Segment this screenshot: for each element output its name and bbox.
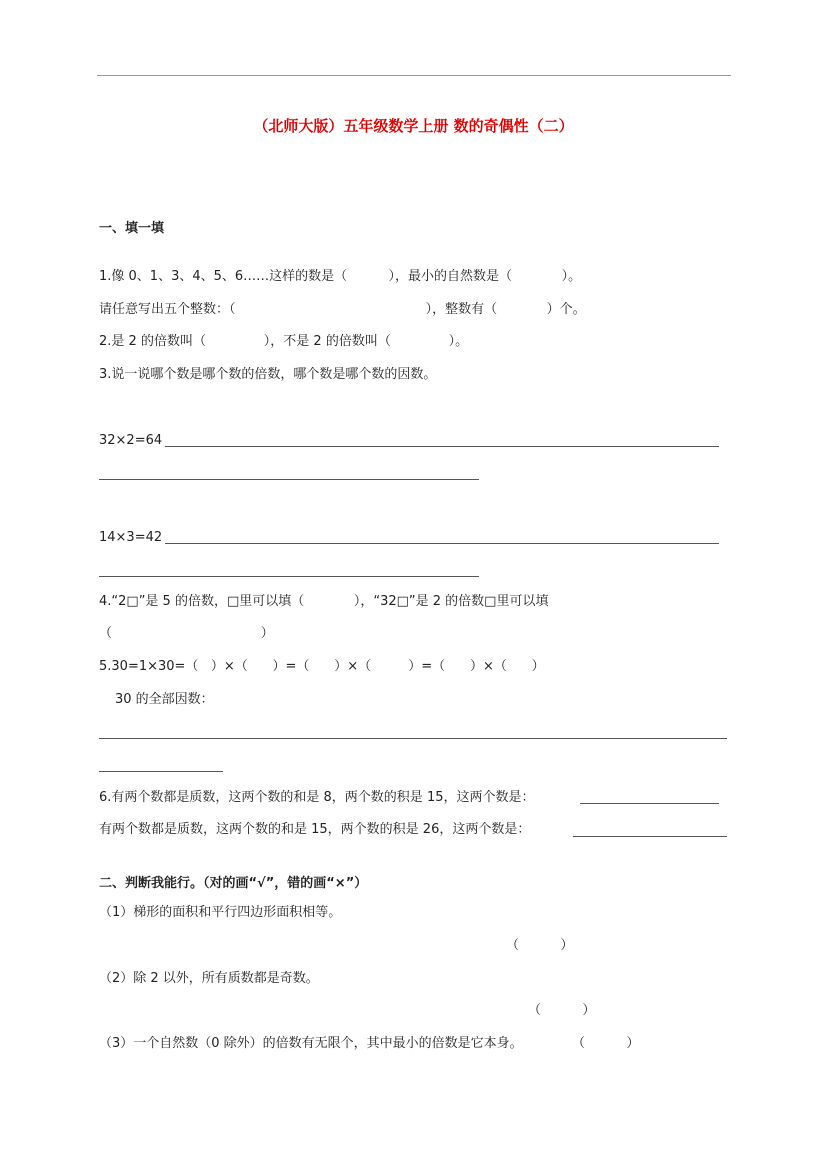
section2-heading: 二、判断我能行。（对的画“√”，错的画“×”）	[99, 876, 368, 891]
question-5b: 30 的全部因数：	[115, 692, 214, 707]
page-title: （北师大版）五年级数学上册 数的奇偶性（二）	[253, 117, 574, 135]
answer-line	[99, 576, 479, 577]
judge-item-2: （2）除 2 以外，所有质数都是奇数。	[99, 971, 319, 986]
question-6b: 有两个数都是质数，这两个数的和是 15，两个数的积是 26，这两个数是：	[99, 822, 531, 837]
section1-heading: 一、填一填	[99, 221, 165, 236]
answer-line	[573, 836, 727, 837]
answer-line	[580, 803, 719, 804]
judge-item-3: （3）一个自然数（0 除外）的倍数有无限个，其中最小的倍数是它本身。	[99, 1036, 523, 1051]
question-3: 3.说一说哪个数是哪个数的倍数，哪个数是哪个数的因数。	[99, 367, 437, 382]
judge-answer-1: （ ）	[506, 938, 574, 953]
question-2: 2.是 2 的倍数叫（ ），不是 2 的倍数叫（ ）。	[99, 334, 469, 349]
answer-line	[99, 771, 223, 772]
question-4a: 4.“2□”是 5 的倍数，□里可以填（ ），“32□”是 2 的倍数□里可以填	[99, 594, 549, 609]
answer-line	[165, 446, 719, 447]
equation-2: 14×3=42	[99, 530, 163, 545]
header-rule	[97, 75, 731, 76]
judge-answer-3: （ ）	[572, 1036, 640, 1051]
question-1b: 请任意写出五个整数：（ ），整数有（ ）个。	[99, 302, 586, 317]
judge-answer-2: （ ）	[528, 1003, 596, 1018]
equation-1: 32×2=64	[99, 433, 163, 448]
question-4b: （ ）	[99, 626, 274, 641]
question-6a: 6.有两个数都是质数，这两个数的和是 8，两个数的积是 15，这两个数是：	[99, 790, 535, 805]
question-1a: 1.像 0、1、3、4、5、6……这样的数是（ ），最小的自然数是（ ）。	[99, 269, 582, 284]
judge-item-1: （1）梯形的面积和平行四边形面积相等。	[99, 905, 342, 920]
answer-line	[99, 479, 479, 480]
answer-line	[165, 543, 719, 544]
question-5a: 5.30=1×30=（ ）×（ ）=（ ）×（ ）=（ ）×（ ）	[99, 659, 545, 674]
answer-line	[99, 738, 727, 739]
